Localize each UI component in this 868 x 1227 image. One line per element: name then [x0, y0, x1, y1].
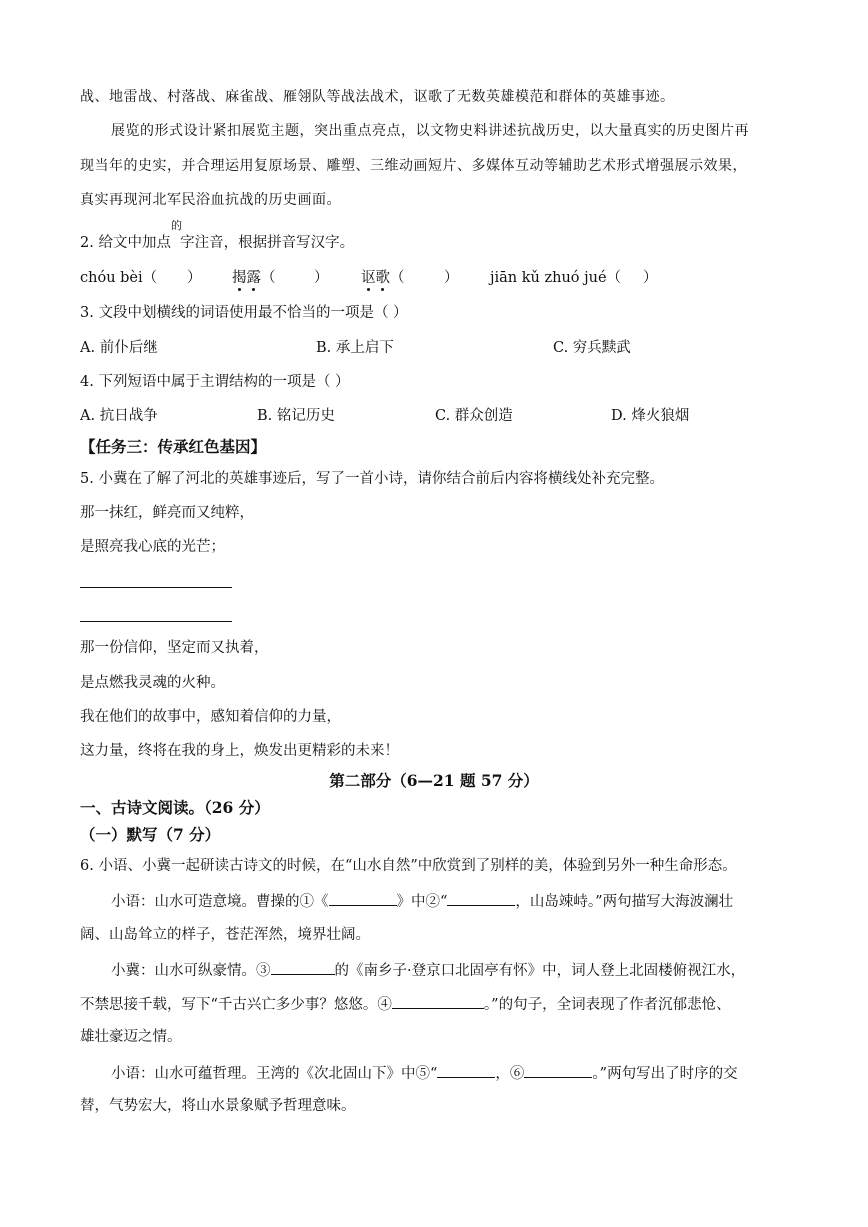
poem-line: 那一份信仰，坚定而又执着，	[80, 640, 269, 656]
stem-text: 字注音，根据拼音写汉字。	[180, 235, 355, 251]
q2-item-4-close: ）	[643, 270, 658, 286]
answer-blank-3[interactable]	[271, 959, 335, 975]
passage-line: 展览的形式设计紧扣展览主题，突出重点亮点，以文物史料讲述抗战历史，以大量真实的历史图片再	[111, 123, 749, 139]
q2-item-2: 揭露（	[232, 270, 276, 286]
question-6-stem: 6. 小语、小冀一起研读古诗文的时候，在“山水自然”中欣赏到了别样的美，体验到另外一种生命形态。	[80, 858, 737, 874]
q4-option-c[interactable]: C. 群众创造	[435, 408, 513, 424]
answer-blank-line[interactable]	[80, 587, 232, 588]
q2-item-1: chóu bèi（	[80, 270, 158, 286]
poem-line: 我在他们的故事中，感知着信仰的力量，	[80, 709, 341, 725]
passage-line: 真实再现河北军民浴血抗战的历史画面。	[80, 192, 341, 208]
stem-text: 2. 给文中加点	[80, 235, 171, 251]
passage-line: 现当年的史实，并合理运用复原场景、雕塑、三维动画短片、多媒体互动等辅助艺术形式增强展示效果，	[80, 158, 747, 174]
passage-line: 战、地雷战、村落战、麻雀战、雁翎队等战法战术，讴歌了无数英雄模范和群体的英雄事迹。	[80, 89, 675, 105]
question-4-stem: 4. 下列短语中属于主谓结构的一项是（ ）	[80, 374, 350, 390]
q2-item-1-close: ）	[187, 270, 202, 286]
q6-paragraph-3: 小语：山水可蕴哲理。王湾的《次北固山下》中⑤“ ，⑥ 。”两句写出了时序的交	[111, 1062, 738, 1084]
subsection-1-heading: （一）默写（7 分）	[80, 825, 221, 844]
q6-paragraph-2-cont: 不禁思接千载，写下“千古兴亡多少事？悠悠。④ 。”的句子，全词表现了作者沉郁悲怆、	[80, 993, 731, 1015]
q2-item-2-close: ）	[314, 270, 329, 286]
q2-item-3-close: ）	[444, 270, 459, 286]
answer-blank-line[interactable]	[80, 621, 232, 622]
poem-line: 是照亮我心底的光芒；	[80, 539, 225, 555]
q6-paragraph-1-cont: 阔、山岛耸立的样子，苍茫浑然，境界壮阔。	[80, 927, 370, 943]
answer-blank-6[interactable]	[524, 1062, 592, 1078]
q4-option-d[interactable]: D. 烽火狼烟	[611, 408, 690, 424]
answer-blank-5[interactable]	[437, 1062, 495, 1078]
q3-option-c[interactable]: C. 穷兵黩武	[553, 340, 631, 356]
answer-blank-2[interactable]	[447, 890, 515, 906]
question-3-stem: 3. 文段中划横线的词语使用最不恰当的一项是（ ）	[80, 305, 408, 321]
q4-option-b[interactable]: B. 铭记历史	[257, 408, 335, 424]
q6-paragraph-2: 小冀：山水可纵豪情。③ 的《南乡子·登京口北固亭有怀》中，词人登上北固楼俯视江水，	[111, 959, 745, 981]
q6-paragraph-2-end: 雄壮豪迈之情。	[80, 1029, 182, 1045]
q6-paragraph-3-cont: 替，气势宏大，将山水景象赋予哲理意味。	[80, 1098, 356, 1114]
question-5-stem: 5. 小冀在了解了河北的英雄事迹后，写了一首小诗，请你结合前后内容将横线处补充完整。	[80, 471, 664, 487]
q4-option-a[interactable]: A. 抗日战争	[80, 408, 158, 424]
poem-line: 那一抹红，鲜亮而又纯粹，	[80, 505, 254, 521]
part-2-heading: 第二部分（6—21 题 57 分）	[329, 771, 539, 790]
question-2-stem	[80, 219, 355, 253]
q2-item-4: jiān kǔ zhuó jué（	[490, 270, 622, 286]
q3-option-b[interactable]: B. 承上启下	[316, 340, 394, 356]
q2-item-3: 讴歌（	[361, 270, 405, 286]
task-3-heading: 【任务三：传承红色基因】	[80, 437, 267, 456]
poem-line: 这力量，终将在我的身上，焕发出更精彩的未来！	[80, 743, 399, 759]
q6-paragraph-1: 小语：山水可造意境。曹操的①《 》中②“ ，山岛竦峙。”两句描写大海波澜壮	[111, 890, 733, 912]
poem-line: 是点燃我灵魂的火种。	[80, 675, 225, 691]
superscript-char: 的	[170, 219, 182, 232]
answer-blank-4[interactable]	[392, 993, 484, 1009]
section-1-heading: 一、古诗文阅读。（26 分）	[80, 798, 270, 817]
answer-blank-1[interactable]	[329, 890, 397, 906]
q3-option-a[interactable]: A. 前仆后继	[80, 340, 158, 356]
